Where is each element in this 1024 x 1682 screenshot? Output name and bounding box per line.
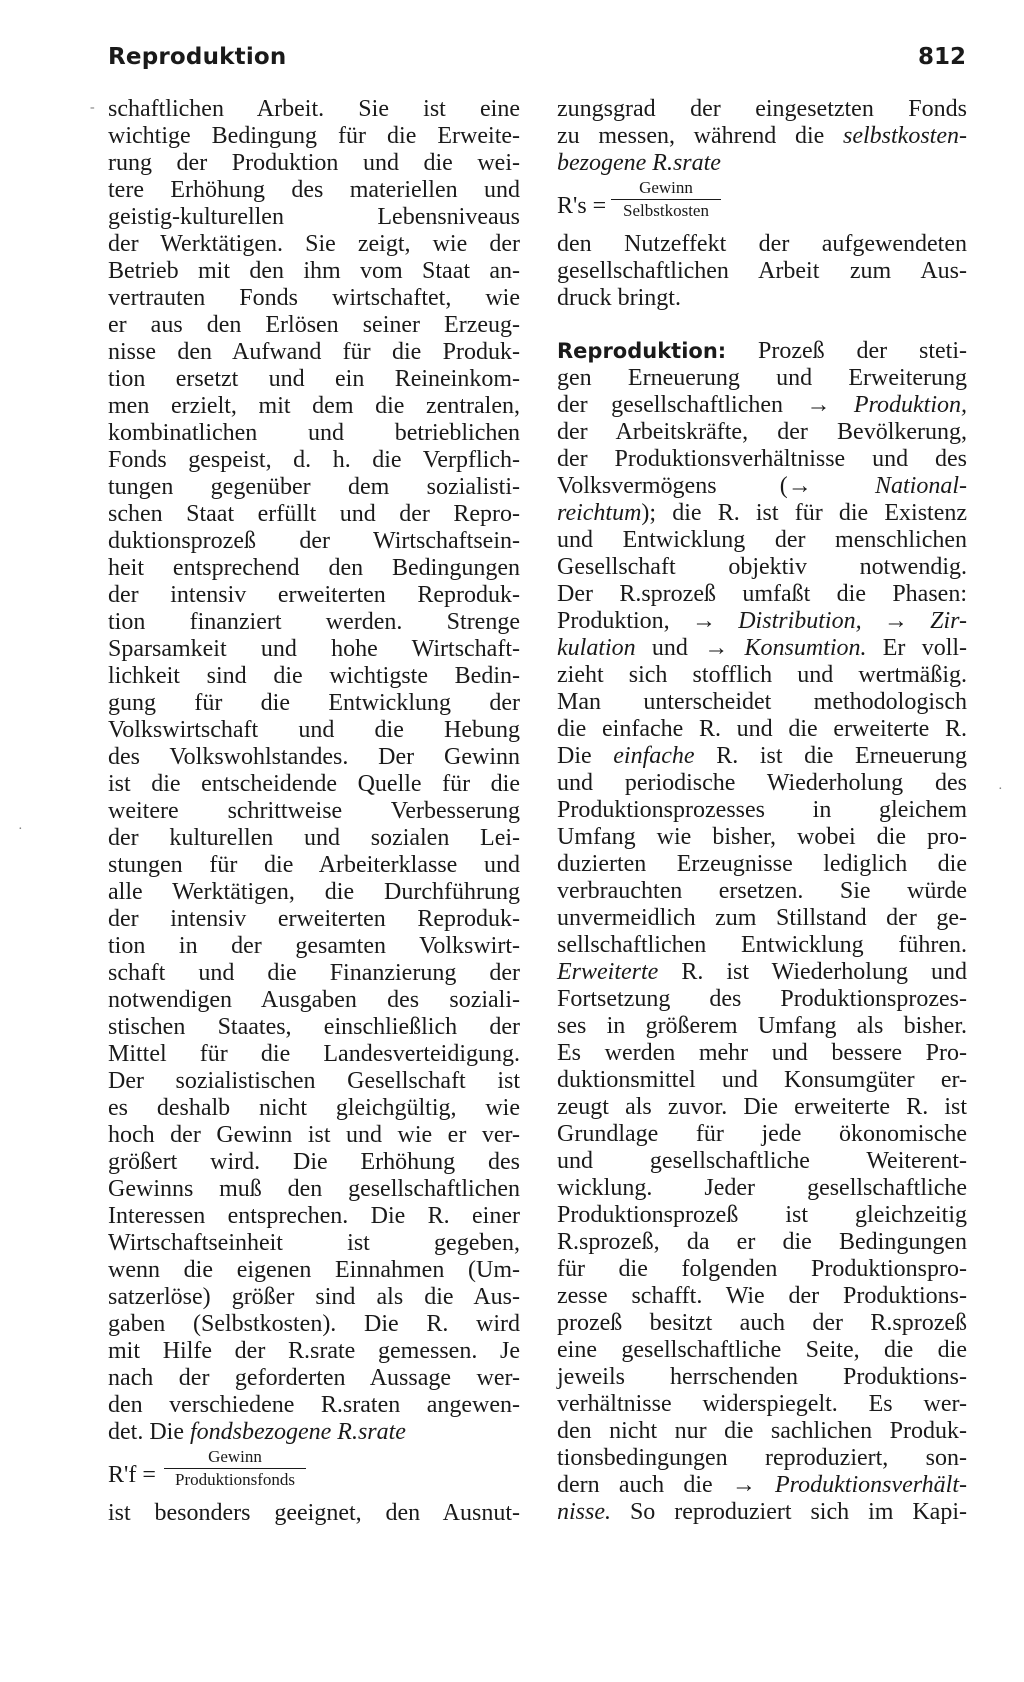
text-line: er aus den Erlösen seiner Erzeug- [108, 312, 520, 338]
term-erweiterte: Erweiterte [557, 959, 659, 985]
text-line: ist besonders geeignet, den Ausnut- [108, 1500, 520, 1526]
text-line: dern auch die → Produktionsverhält- [557, 1472, 967, 1498]
entry-first-line: Reproduktion: Prozeß der steti- [557, 338, 967, 364]
text-line: zesse schafft. Wie der Produktions- [557, 1283, 967, 1309]
formula-fondsbezogene [108, 1446, 520, 1500]
text-line: es deshalb nicht gleichgültig, wie [108, 1095, 520, 1121]
xref-produktionsverhaeltnisse[interactable]: → Produktionsverhält- [731, 1472, 967, 1498]
text-line: Mittel für die Landesverteidigung. [108, 1041, 520, 1067]
text-line: der gesellschaftlichen → Produktion, [557, 392, 967, 418]
text-line: duzierten Erzeugnisse lediglich die [557, 851, 967, 877]
text-line: ses in größerem Umfang als bisher. [557, 1013, 967, 1039]
formula-fraction [611, 177, 721, 222]
text-line: stischen Staates, einschließlich der [108, 1014, 520, 1040]
text-line: duktionsprozeß der Wirtschaftsein- [108, 528, 520, 554]
text-line: und Entwicklung der menschlichen [557, 527, 967, 553]
formula-lhs: R's = [557, 193, 607, 219]
xref-nationalreichtum[interactable]: → National- [787, 473, 967, 499]
text-line: sellschaftlichen Entwicklung führen. [557, 932, 967, 958]
text-line: Erweiterte R. ist Wiederholung und [557, 959, 967, 985]
text-line: den nicht nur die sachlichen Produk- [557, 1418, 967, 1444]
text-line: tion ersetzt und ein Reineinkom- [108, 366, 520, 392]
text-line: schaftlichen Arbeit. Sie ist eine [108, 96, 520, 122]
text-line: tionsbedingungen reproduziert, son- [557, 1445, 967, 1471]
formula-numerator: Gewinn [208, 1447, 262, 1466]
text-line: der intensiv erweiterten Reproduk- [108, 582, 520, 608]
text-line: der intensiv erweiterten Reproduk- [108, 906, 520, 932]
text-line: Sparsamkeit und hohe Wirtschaft- [108, 636, 520, 662]
text-line: tion finanziert werden. Strenge [108, 609, 520, 635]
text-line: gaben (Selbstkosten). Die R. wird [108, 1311, 520, 1337]
text-line: Man unterscheidet methodologisch [557, 689, 967, 715]
text-line: wicklung. Jeder gesellschaftliche [557, 1175, 967, 1201]
text-line: und periodische Wiederholung des [557, 770, 967, 796]
text-line: hoch der Gewinn ist und wie er ver- [108, 1122, 520, 1148]
text-line: kulation und → Konsumtion. Er voll- [557, 635, 968, 661]
text-line: für die folgenden Produktionspro- [557, 1256, 967, 1282]
text-line: det. Die fondsbezogene R.srate [108, 1419, 406, 1445]
text-line: prozeß besitzt auch der R.sprozeß [557, 1310, 967, 1336]
text-line: Volkswirtschaft und die Hebung [108, 717, 520, 743]
left-column [108, 96, 520, 1527]
text-line: der Werktätigen. Sie zeigt, wie der [108, 231, 520, 257]
text-line: Betrieb mit den ihm vom Staat an- [108, 258, 520, 284]
xref-zirkulation[interactable]: → Zir- [883, 608, 967, 634]
text-line: nisse. So reproduziert sich im Kapi- [557, 1499, 967, 1525]
text-line: schen Staat erfüllt und der Repro- [108, 501, 520, 527]
text-line: verhältnisse widerspiegelt. Es wer- [557, 1391, 967, 1417]
text-line: größert wird. Die Erhöhung des [108, 1149, 520, 1175]
right-body-text-b [557, 770, 967, 959]
text-line: heit entsprechend den Bedingungen [108, 555, 520, 581]
text-line: Fonds gespeist, d. h. die Verpflich- [108, 447, 520, 473]
xref-konsumtion[interactable]: → Konsumtion. [704, 635, 867, 661]
text-line: gesellschaftlichen Arbeit zum Aus- [557, 258, 967, 284]
text-line: Volksvermögens (→ National- [557, 473, 967, 499]
text-line: bezogene R.srate [557, 150, 721, 176]
text-line: die einfache R. und die erweiterte R. [557, 716, 967, 742]
text-line: wenn die eigenen Einnahmen (Um- [108, 1257, 520, 1283]
text-line: tion in der gesamten Volkswirt- [108, 933, 520, 959]
text-line: den verschiedene R.sraten angewen- [108, 1392, 520, 1418]
term-selbstkosten: selbstkosten- [843, 123, 967, 149]
text-line: des Volkswohlstandes. Der Gewinn [108, 744, 520, 770]
text-line: rung der Produktion und die wei- [108, 150, 520, 176]
text-line: weitere schrittweise Verbesserung [108, 798, 520, 824]
text-line: kombinatlichen und betrieblichen [108, 420, 520, 446]
text-line: stungen für die Arbeiterklasse und [108, 852, 520, 878]
text-line: satzerlöse) größer sind als die Aus- [108, 1284, 520, 1310]
text-line: Produktion, → Distribution, → Zir- [557, 608, 967, 634]
right-column [557, 96, 967, 1526]
text-line: men erzielt, mit dem die zentralen, [108, 393, 520, 419]
text-line: unvermeidlich zum Stillstand der ge- [557, 905, 967, 931]
text-line: Wirtschaftseinheit ist gegeben, [108, 1230, 520, 1256]
text-line: lichkeit sind die wichtigste Bedin- [108, 663, 520, 689]
formula-denominator: Selbstkosten [611, 199, 721, 222]
text-line: zu messen, während die selbstkosten- [557, 123, 967, 149]
text-line: Grundlage für jede ökonomische [557, 1121, 967, 1147]
page-number: 812 [917, 44, 966, 70]
text-line: zeugt als zuvor. Die erweiterte R. ist [557, 1094, 967, 1120]
text-line: Umfang wie bisher, wobei die pro- [557, 824, 967, 850]
formula-selbstkostenbezogene [557, 177, 967, 231]
text-line: Produktionsprozesses in gleichem [557, 797, 967, 823]
text-line: reichtum); die R. ist für die Existenz [557, 500, 967, 526]
text-line: R.sprozeß, da er die Bedingungen [557, 1229, 967, 1255]
text-line: der kulturellen und sozialen Lei- [108, 825, 520, 851]
formula-fraction [164, 1446, 306, 1491]
text-line: notwendigen Ausgaben des soziali- [108, 987, 520, 1013]
text-line: Gewinns muß den gesellschaftlichen [108, 1176, 520, 1202]
term-fondsbezogene: fondsbezogene R.srate [189, 1419, 406, 1445]
formula-numerator: Gewinn [639, 178, 693, 197]
scan-mark: - [90, 100, 95, 115]
running-title: Reproduktion [108, 44, 287, 70]
text-line: jeweils herrschenden Produktions- [557, 1364, 967, 1390]
text-line: nisse den Aufwand für die Produk- [108, 339, 520, 365]
formula-denominator: Produktionsfonds [164, 1468, 306, 1491]
text-line: Die einfache R. ist die Erneuerung [557, 743, 968, 769]
text-line: vertrauten Fonds wirtschaftet, wie [108, 285, 520, 311]
text-line: Fortsetzung des Produktionsprozes- [557, 986, 967, 1012]
text-line: ist die entscheidende Quelle für die [108, 771, 520, 797]
entry-headword: Reproduktion: [557, 339, 727, 363]
text-line: druck bringt. [557, 285, 681, 311]
text-line: geistig-kulturellen Lebensniveaus [108, 204, 520, 230]
term-einfache: einfache [613, 743, 695, 769]
text-line: eine gesellschaftliche Seite, die die [557, 1337, 967, 1363]
text-line: wichtige Bedingung für die Erweite- [108, 123, 520, 149]
scan-mark: · [18, 822, 23, 837]
text-line: verbrauchten ersetzen. Sie würde [557, 878, 967, 904]
text-line: tere Erhöhung des materiellen und [108, 177, 520, 203]
page-header [108, 44, 966, 80]
text-line: Der R.sprozeß umfaßt die Phasen: [557, 581, 967, 607]
text-line: gen Erneuerung und Erweiterung [557, 365, 967, 391]
text-line: Produktionsprozeß ist gleichzeitig [557, 1202, 967, 1228]
right-body-text-c [557, 986, 967, 1472]
xref-produktion[interactable]: → Produktion, [806, 392, 967, 418]
left-body-text [108, 96, 520, 1419]
text-line: Der sozialistischen Gesellschaft ist [108, 1068, 520, 1094]
text-line: den Nutzeffekt der aufgewendeten [557, 231, 967, 257]
text-line: Interessen entsprechen. Die R. einer [108, 1203, 520, 1229]
text-line: mit Hilfe der R.srate gemessen. Je [108, 1338, 520, 1364]
formula-lhs: R'f = [108, 1462, 156, 1488]
scan-mark: · [998, 782, 1003, 797]
text-line: nach der geforderten Aussage wer- [108, 1365, 520, 1391]
text-line: tungen gegenüber dem sozialisti- [108, 474, 520, 500]
text-line: gung für die Entwicklung der [108, 690, 520, 716]
text-line: der Arbeitskräfte, der Bevölkerung, [557, 419, 967, 445]
text-line: schaft und die Finanzierung der [108, 960, 520, 986]
text-line: und gesellschaftliche Weiterent- [557, 1148, 967, 1174]
text-line: der Produktionsverhältnisse und des [557, 446, 967, 472]
text-line: Es werden mehr und bessere Pro- [557, 1040, 967, 1066]
text-line: alle Werktätigen, die Durchführung [108, 879, 520, 905]
text-line: duktionsmittel und Konsumgüter er- [557, 1067, 967, 1093]
text-line: zieht sich stofflich und wertmäßig. [557, 662, 967, 688]
text-line: Gesellschaft objektiv notwendig. [557, 554, 967, 580]
text-line: zungsgrad der eingesetzten Fonds [557, 96, 967, 122]
xref-distribution[interactable]: → Distribution, [691, 608, 862, 634]
